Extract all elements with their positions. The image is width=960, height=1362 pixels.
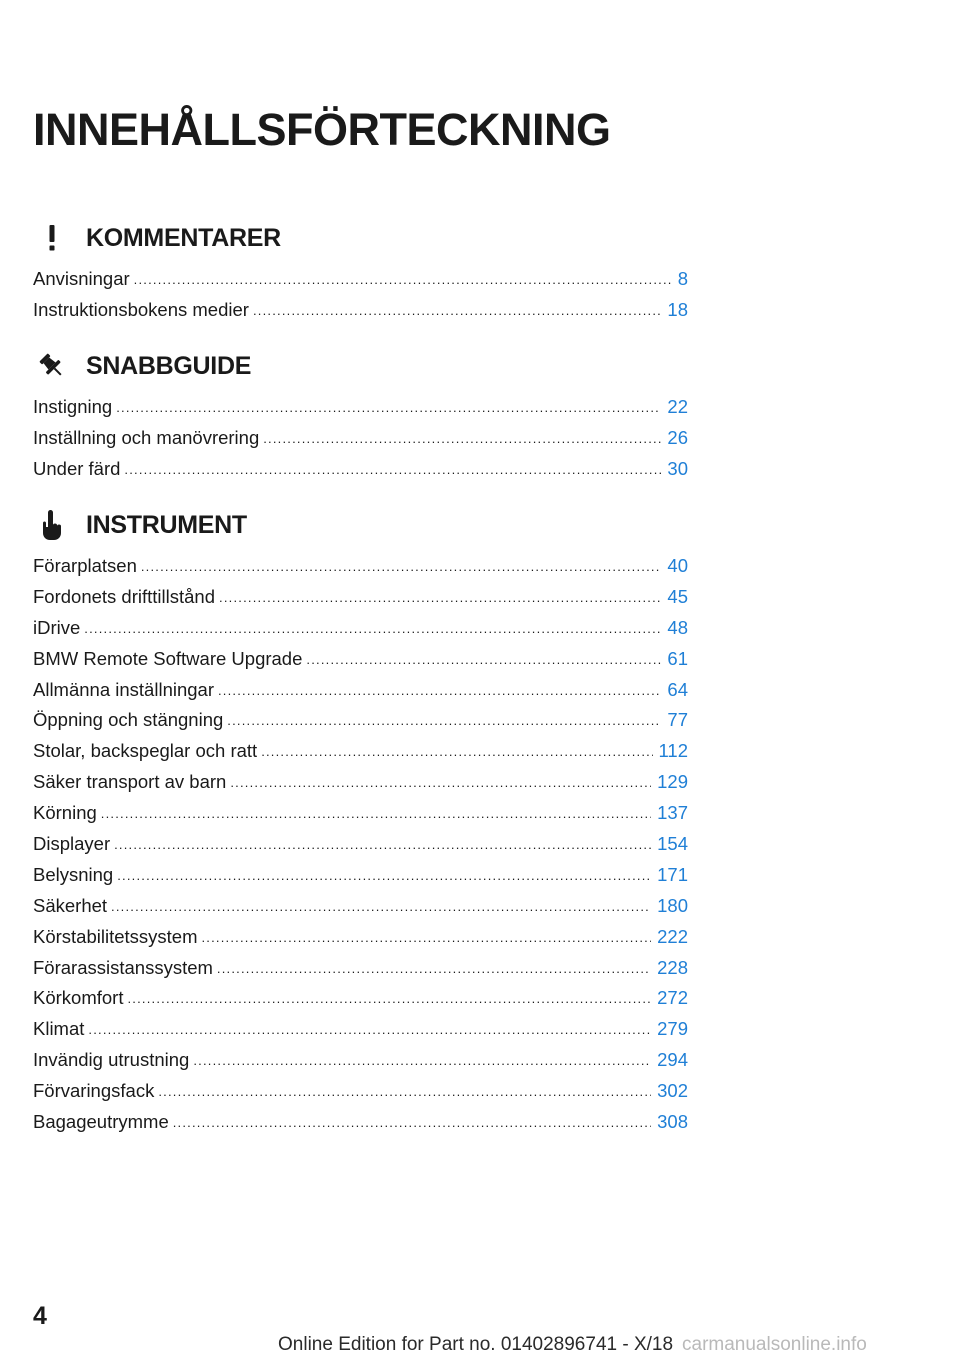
toc-entry-label: Bagageutrymme [33,1111,169,1133]
dot-leader [230,768,651,799]
toc-entry-page-link[interactable]: 171 [657,863,688,885]
section-title: INSTRUMENT [86,511,247,539]
toc-entry-label: Öppning och stängning [33,709,224,731]
dot-leader [263,424,661,455]
toc-entry-label: Säkerhet [33,894,108,916]
dot-leader [127,984,651,1015]
toc-entry[interactable] [33,264,688,295]
toc-entry-label: Körning [33,802,97,824]
section-header [33,218,688,258]
toc-entry-page-link[interactable]: 302 [657,1080,688,1102]
dot-leader [261,737,652,768]
toc-entry[interactable] [33,767,688,798]
toc-entry[interactable] [33,798,688,829]
exclamation-icon [35,222,69,254]
toc-entry-page-link[interactable]: 129 [657,771,688,793]
toc-entry-page-link[interactable]: 137 [657,802,688,824]
dot-leader [101,799,651,830]
toc-entry-label: Klimat [33,1018,85,1040]
toc-entry[interactable] [33,983,688,1014]
toc-entry[interactable] [33,644,688,675]
dot-leader [219,583,661,614]
watermark: carmanualsonline.info [682,1334,867,1355]
dot-leader [217,954,651,985]
section-snabbguide [33,346,688,485]
toc-entry-page-link[interactable]: 22 [667,396,688,417]
dot-leader [111,892,651,923]
dot-leader [202,923,652,954]
toc-entry[interactable] [33,1107,688,1138]
toc-entry-page-link[interactable]: 112 [658,740,688,762]
toc-list [33,392,688,485]
toc-entry-label: Förarplatsen [33,555,137,576]
toc-entry-label: Under färd [33,457,121,479]
dot-leader [116,393,661,424]
pointing-hand-icon [35,509,69,541]
toc-entry-page-link[interactable]: 180 [657,894,688,916]
toc-entry-label: BMW Remote Software Upgrade [33,647,303,669]
dot-leader [306,645,661,676]
toc-entry-label: Instigning [33,396,113,417]
toc-entry[interactable] [33,582,688,613]
toc-entry[interactable] [33,891,688,922]
section-kommentarer [33,218,688,326]
section-title: SNABBGUIDE [86,352,252,380]
section-header [33,346,688,386]
dot-leader [114,830,651,861]
dot-leader [227,706,661,737]
dot-leader [218,676,661,707]
toc-entry-label: Instruktionsbokens medier [33,298,249,320]
toc-entry-label: Allmänna inställningar [33,678,214,700]
toc-entry-label: Förvaringsfack [33,1080,155,1102]
footer-edition-text: Online Edition for Part no. 01402896741 - X/18 [278,1334,674,1355]
dot-leader [124,455,661,486]
dot-leader [134,265,672,296]
toc-entry-label: Körkomfort [33,987,124,1009]
toc-entry-page-link[interactable]: 77 [667,709,688,731]
pushpin-icon [35,350,69,382]
toc-entry[interactable] [33,392,688,423]
dot-leader [253,296,661,327]
toc-entry-page-link[interactable]: 61 [667,647,688,669]
toc-entry-page-link[interactable]: 308 [657,1111,688,1133]
toc-entry-label: Körstabilitetssystem [33,925,198,947]
page-title: INNEHÅLLSFÖRTECKNING [33,104,611,155]
toc-entry-page-link[interactable]: 64 [667,678,688,700]
toc-entry-page-link[interactable]: 279 [657,1018,688,1040]
toc-entry-page-link[interactable]: 272 [657,987,688,1009]
dot-leader [117,861,651,892]
toc-entry[interactable] [33,1014,688,1045]
toc-entry-label: Stolar, backspeglar och ratt [33,740,258,762]
toc-entry[interactable] [33,551,688,582]
toc-entry-page-link[interactable]: 294 [657,1049,688,1071]
toc-entry-page-link[interactable]: 8 [677,268,688,289]
dot-leader [88,1015,651,1046]
section-instrument [33,505,688,1138]
toc-entry-label: Displayer [33,833,111,855]
toc-entry-label: Invändig utrustning [33,1049,190,1071]
toc-entry[interactable] [33,705,688,736]
toc-entry-label: Belysning [33,863,114,885]
toc-entry-page-link[interactable]: 154 [657,833,688,855]
toc-entry-label: Fordonets drifttillstånd [33,585,216,607]
toc-entry[interactable] [33,613,688,644]
page-number: 4 [33,1302,47,1330]
toc-entry[interactable] [33,675,688,706]
toc-entry-label: Anvisningar [33,268,130,289]
toc-entry-label: Inställning och manövrering [33,426,260,448]
toc-entry-page-link[interactable]: 45 [667,585,688,607]
toc-list [33,264,688,326]
toc-entry[interactable] [33,829,688,860]
toc-entry[interactable] [33,295,688,326]
toc-entry[interactable] [33,454,688,485]
toc-entry-page-link[interactable]: 48 [667,616,688,638]
toc-entry[interactable] [33,1076,688,1107]
section-title: KOMMENTARER [86,224,281,252]
toc-entry-page-link[interactable]: 18 [667,298,688,320]
toc-entry[interactable] [33,860,688,891]
toc-entry-page-link[interactable]: 26 [667,426,688,448]
toc-entry-page-link[interactable]: 228 [657,956,688,978]
toc-list [33,551,688,1138]
toc-entry-label: Säker transport av barn [33,771,227,793]
toc-entry-page-link[interactable]: 40 [667,555,688,576]
toc-entry-page-link[interactable]: 222 [657,925,688,947]
dot-leader [84,614,661,645]
toc-entry[interactable] [33,736,688,767]
toc-entry[interactable] [33,423,688,454]
toc-entry[interactable] [33,1045,688,1076]
toc-entry[interactable] [33,922,688,953]
toc-entry-label: Förarassistanssystem [33,956,213,978]
toc-entry-label: iDrive [33,616,81,638]
dot-leader [158,1077,651,1108]
toc-entry-page-link[interactable]: 30 [667,457,688,479]
dot-leader [173,1108,651,1139]
toc-entry[interactable] [33,953,688,984]
dot-leader [193,1046,651,1077]
section-header [33,505,688,545]
dot-leader [141,552,662,583]
